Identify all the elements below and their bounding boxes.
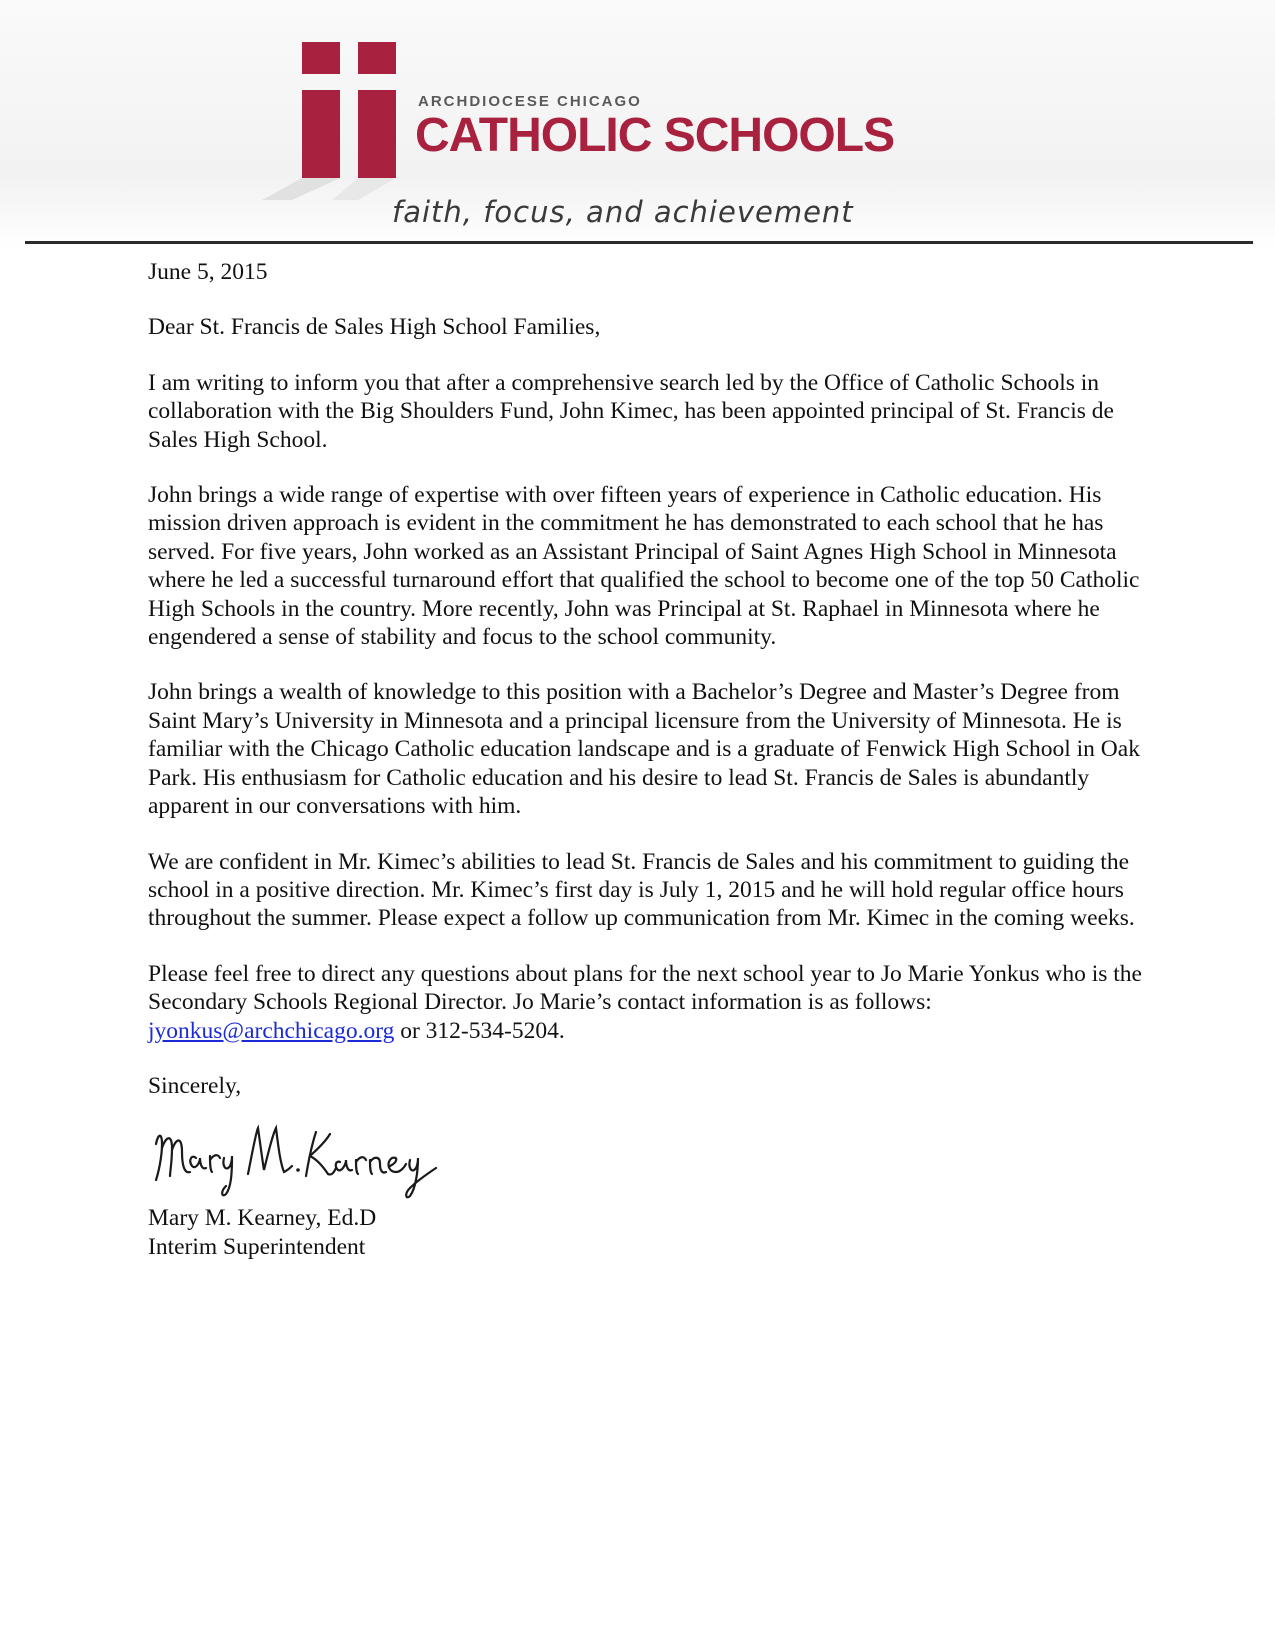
- letter-body: [148, 258, 1148, 1261]
- signer-block: [148, 1204, 1148, 1261]
- logo-shadow-icon: [262, 40, 422, 200]
- salutation: Dear St. Francis de Sales High School Families,: [148, 314, 601, 341]
- paragraph-appointment: I am writing to inform you that after a comprehensive search led by the Office of Catholic Schools in collaboration with the Big Shoulders Fund, John Kimec, has been appointed principal of St. Francis de Sales High School.: [148, 369, 1114, 453]
- contact-text: Please feel free to direct any questions about plans for the next school year to Jo Marie Yonkus who is the Secondary Schools Regional Director. Jo Marie’s contact information is as follows:: [148, 960, 1142, 1016]
- letterhead: [0, 0, 1275, 250]
- contact-phone: or 312-534-5204.: [394, 1017, 565, 1044]
- closing: Sincerely,: [148, 1072, 242, 1099]
- tagline: faith, focus, and achievement: [392, 195, 854, 229]
- header-divider: [25, 241, 1253, 244]
- contact-email-link[interactable]: jyonkus@archchicago.org: [148, 1017, 395, 1044]
- letter-date: June 5, 2015: [148, 259, 268, 285]
- paragraph-experience: John brings a wide range of expertise with over fifteen years of experience in Catholic education. His mission driven approach is evident in the commitment he has demonstrated to each school that he has served. For five years, John worked as an Assistant Principal of Saint Agnes High School in Minnesota where he led a successful turnaround effort that qualified the school to become one of the top 50 Catholic High Schools in the country. More recently, John was Principal at St. Raphael in Minnesota where he engendered a sense of stability and focus to the school community.: [148, 482, 1140, 651]
- paragraph-education: John brings a wealth of knowledge to this position with a Bachelor’s Degree and Master’s Degree from Saint Mary’s University in Minnesota and a principal licensure from the University of Minnesota. He is familiar with the Chicago Catholic education landscape and is a graduate of Fenwick High School in Oak Park. His enthusiasm for Catholic education and his desire to lead St. Francis de Sales is abundantly apparent in our conversations with him.: [148, 679, 1140, 820]
- paragraph-start-date: We are confident in Mr. Kimec’s abilities to lead St. Francis de Sales and his commitment to guiding the school in a positive direction. Mr. Kimec’s first day is July 1, 2015 and he will hold regular office hours throughout the summer. Please expect a follow up communication from Mr. Kimec in the coming weeks.: [148, 848, 1135, 932]
- handwritten-signature: [148, 1114, 438, 1204]
- org-subtitle: ARCHDIOCESE CHICAGO: [418, 93, 642, 110]
- paragraph-contact: [148, 960, 1148, 1045]
- org-title: CATHOLIC SCHOOLS: [415, 109, 895, 162]
- signer-title: Interim Superintendent: [148, 1233, 366, 1260]
- cross-logo-icon: [262, 40, 422, 200]
- signer-name: Mary M. Kearney, Ed.D: [148, 1205, 377, 1232]
